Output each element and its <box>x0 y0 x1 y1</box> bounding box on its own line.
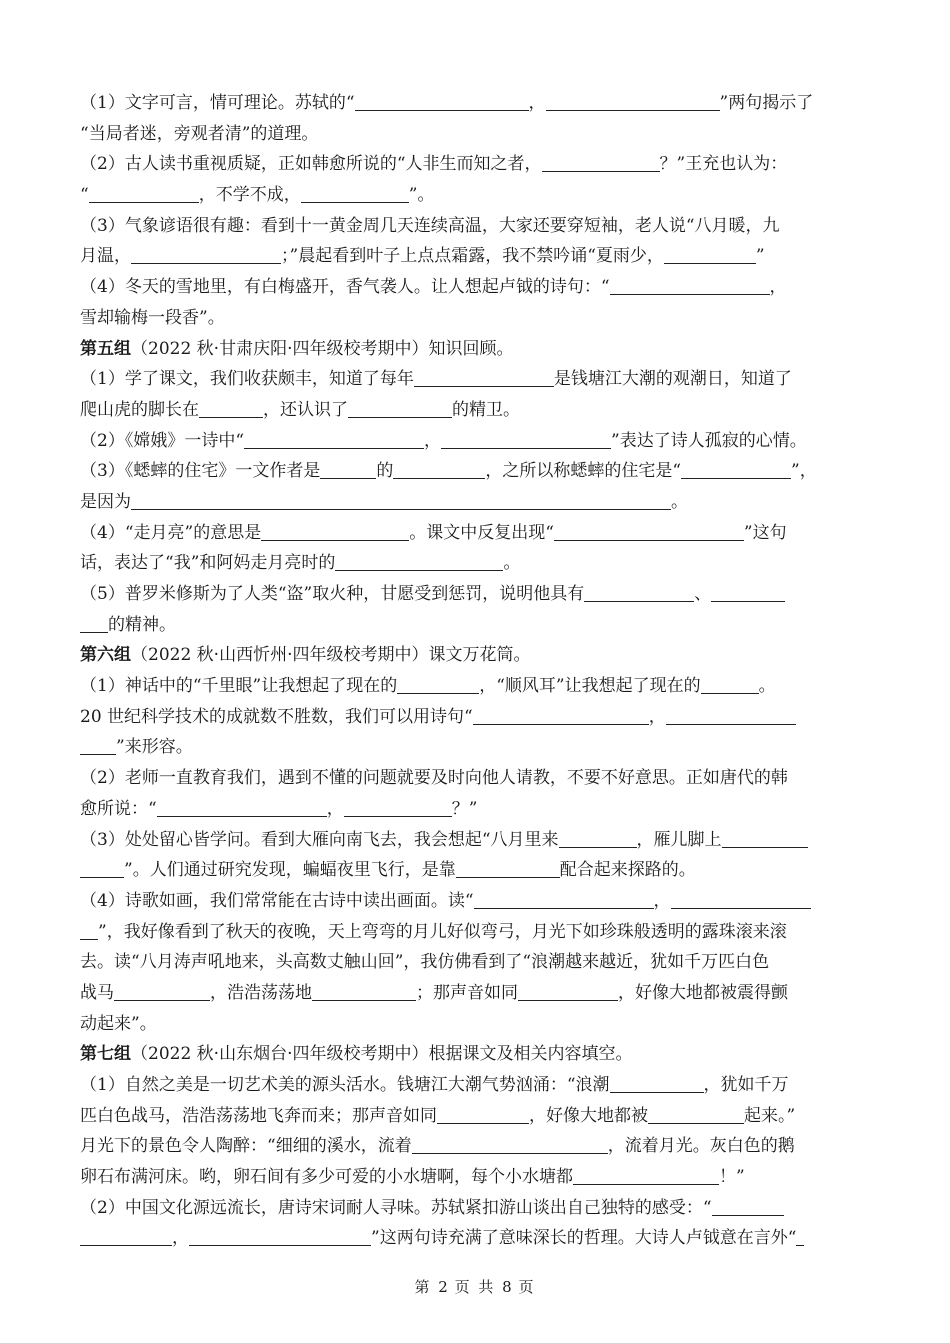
text: ；”晨起看到叶子上点点霜露，我不禁吟诵“夏雨少， <box>281 246 664 267</box>
footer-text: 页 共 <box>454 1278 496 1296</box>
g6-item-4-line-1 <box>80 886 870 917</box>
text: 、 <box>694 584 712 604</box>
text: 去。读“八月涛声吼地来，头高数丈触山回”，我仿佛看到了“浪潮越来越近，犹如千万匹白色 <box>80 952 770 973</box>
text: （1）文字可言，情可理论。苏轼的“ <box>80 93 355 113</box>
answer-blank[interactable] <box>131 243 281 264</box>
g6-item-4-line-2 <box>80 917 870 948</box>
answer-blank[interactable] <box>584 581 694 602</box>
g6-item-2-line-1 <box>80 763 870 794</box>
text: 的精卫。 <box>452 399 520 420</box>
text: “ <box>80 185 89 206</box>
text: （1）自然之美是一切艺术美的源头活水。钱塘江大潮气势汹涌：“浪潮 <box>80 1075 610 1095</box>
q4-item-4-line-2 <box>80 303 870 334</box>
g7-item-2-line-1 <box>80 1193 870 1224</box>
answer-blank[interactable] <box>722 827 808 848</box>
text: ”。人们通过研究发现，蝙蝠夜里飞行，是靠 <box>124 860 456 881</box>
answer-blank[interactable] <box>114 980 210 1001</box>
g7-item-1-line-2 <box>80 1101 870 1132</box>
answer-blank[interactable] <box>348 397 452 418</box>
answer-blank[interactable] <box>80 1225 172 1246</box>
answer-blank[interactable] <box>80 734 116 755</box>
text: ，流着月光。灰白色的鹅 <box>607 1136 795 1157</box>
text: ， <box>424 430 442 451</box>
text: “当局者迷，旁观者清”的道理。 <box>80 123 319 144</box>
q4-item-2-line-1 <box>80 149 870 180</box>
g5-item-4-line-1 <box>80 518 870 549</box>
footer-text: 第 <box>414 1278 432 1296</box>
text: 愈所说：“ <box>80 798 157 819</box>
text: ”这两句诗充满了意味深长的哲理。大诗人卢钺意在言外“ <box>371 1228 797 1249</box>
answer-blank[interactable] <box>437 1103 529 1124</box>
group-title: 第五组 <box>80 338 131 359</box>
page-number: 2 <box>438 1278 448 1296</box>
answer-blank[interactable] <box>664 243 756 264</box>
text: 。课文中反复出现“ <box>409 522 554 543</box>
text: 20 世纪科学技术的成就数不胜数，我们可以用诗句“ <box>80 706 473 727</box>
text: ”这句 <box>743 522 787 543</box>
text: 月温， <box>80 246 131 267</box>
q4-item-1-line-1 <box>80 88 870 119</box>
answer-blank[interactable] <box>244 428 424 449</box>
g5-item-4-line-2 <box>80 548 870 579</box>
answer-blank[interactable] <box>559 827 637 848</box>
text: ”。 <box>408 185 435 206</box>
text: （2）古人读书重视质疑，正如韩愈所说的“人非生而知之者， <box>80 154 542 175</box>
text: 话，表达了“我”和阿妈走月亮时的 <box>80 553 336 574</box>
answer-blank[interactable] <box>701 673 759 694</box>
text: ” <box>755 246 765 267</box>
text: ？” <box>451 798 478 819</box>
answer-blank[interactable] <box>573 1164 719 1185</box>
answer-blank[interactable] <box>542 151 660 172</box>
text: （2）老师一直教育我们，遇到不懂的问题就要及时向他人请教，不要不好意思。正如唐代的韩 <box>80 768 788 789</box>
text: ， <box>172 1228 189 1249</box>
q4-item-3-line-2 <box>80 241 870 272</box>
answer-blank[interactable] <box>261 520 409 541</box>
answer-blank[interactable] <box>671 888 811 909</box>
g6-item-4-line-5 <box>80 1009 870 1040</box>
text: ”来形容。 <box>116 737 193 758</box>
g6-item-3-line-1 <box>80 825 870 856</box>
answer-blank[interactable] <box>554 520 744 541</box>
text: 起来。” <box>744 1105 796 1126</box>
group-source: （2022 秋·甘肃庆阳·四年级校考期中）知识回顾。 <box>131 338 514 359</box>
text: ”表达了诗人孤寂的心情。 <box>611 430 807 451</box>
answer-blank[interactable] <box>199 397 263 418</box>
text: ， <box>648 706 666 727</box>
text: （1）神话中的“千里眼”让我想起了现在的 <box>80 676 398 697</box>
text: （3）处处留心皆学问。看到大雁向南飞去，我会想起“八月里来 <box>80 829 559 850</box>
text: （4）“走月亮”的意思是 <box>80 522 262 543</box>
g6-item-3-line-2 <box>80 855 870 886</box>
text: ，不学不成， <box>198 185 301 206</box>
text: ；那声音如同 <box>416 982 518 1003</box>
g6-item-4-line-4 <box>80 978 870 1009</box>
text: 动起来”。 <box>80 1013 157 1034</box>
text: （2）中国文化源远流长，唐诗宋词耐人寻味。苏轼紧扣游山谈出自己独特的感受：“ <box>80 1197 712 1218</box>
q4-item-2-line-2 <box>80 180 870 211</box>
text: ， <box>326 798 344 819</box>
text: 。 <box>758 676 776 697</box>
g6-item-1-line-1 <box>80 671 870 702</box>
text: （2）《嫦娥》一诗中“ <box>80 430 245 451</box>
text: ”， <box>791 461 817 482</box>
group-title: 第六组 <box>80 645 131 666</box>
answer-blank[interactable] <box>796 1225 804 1246</box>
text: ， <box>769 277 787 298</box>
answer-blank[interactable] <box>397 673 479 694</box>
g7-item-2-line-2 <box>80 1223 870 1254</box>
text: ，好像大地都被震得颤 <box>618 982 788 1003</box>
text: ，浩浩荡荡地 <box>210 982 312 1003</box>
g6-item-4-line-3 <box>80 947 870 978</box>
text: ”，我好像看到了秋天的夜晚，天上弯弯的月儿好似弯弓，月光下如珍珠般透明的露珠滚来滚 <box>98 921 787 942</box>
text: ， <box>528 93 546 113</box>
text: ，“顺风耳”让我想起了现在的 <box>479 676 701 697</box>
answer-blank[interactable] <box>89 182 199 203</box>
text: 爬山虎的脚长在 <box>80 399 199 420</box>
answer-blank[interactable] <box>648 1103 744 1124</box>
text: ！” <box>719 1167 745 1188</box>
worksheet-page <box>80 88 870 1254</box>
g7-item-1-line-4 <box>80 1162 870 1193</box>
text: （4）诗歌如画，我们常常能在古诗中读出画面。读“ <box>80 890 474 911</box>
answer-blank[interactable] <box>344 796 452 817</box>
text: （5）普罗米修斯为了人类“盗”取火种，甘愿受到惩罚，说明他具有 <box>80 584 585 604</box>
answer-blank[interactable] <box>312 980 416 1001</box>
text: ，之所以称蟋蟀的住宅是“ <box>485 461 682 482</box>
answer-blank[interactable] <box>474 888 654 909</box>
answer-blank[interactable] <box>189 1225 371 1246</box>
text: 的 <box>376 461 394 482</box>
answer-blank[interactable] <box>80 857 124 878</box>
page-total: 8 <box>502 1278 512 1296</box>
answer-blank[interactable] <box>518 980 618 1001</box>
answer-blank[interactable] <box>414 366 554 387</box>
answer-blank[interactable] <box>131 489 671 510</box>
group-6-header <box>80 640 870 671</box>
g6-item-2-line-2 <box>80 794 870 825</box>
answer-blank[interactable] <box>681 458 791 479</box>
g5-item-1-line-2 <box>80 395 870 426</box>
text: ， <box>653 890 671 911</box>
g5-item-1-line-1 <box>80 364 870 395</box>
answer-blank[interactable] <box>80 612 108 633</box>
group-5-header <box>80 334 870 365</box>
g6-item-1-line-2 <box>80 702 870 733</box>
g5-item-3-line-1 <box>80 456 870 487</box>
answer-blank[interactable] <box>441 428 611 449</box>
answer-blank[interactable] <box>80 919 98 940</box>
group-7-header <box>80 1039 870 1070</box>
answer-blank[interactable] <box>666 704 796 725</box>
group-source: （2022 秋·山西忻州·四年级校考期中）课文万花筒。 <box>131 645 531 666</box>
text: （3）气象谚语很有趣：看到十一黄金周几天连续高温，大家还要穿短袖，老人说“八月暖，九 <box>80 215 780 236</box>
answer-blank[interactable] <box>157 796 327 817</box>
footer-text: 页 <box>518 1278 536 1296</box>
q4-item-1-line-2 <box>80 119 870 150</box>
text: ，犹如千万 <box>703 1075 789 1095</box>
text: ，好像大地都被 <box>529 1105 648 1126</box>
q4-item-4-line-1 <box>80 272 870 303</box>
text: （1）学了课文，我们收获颇丰，知道了每年 <box>80 369 414 390</box>
text: 。 <box>671 491 688 512</box>
text: 战马 <box>80 982 114 1003</box>
group-title: 第七组 <box>80 1044 131 1065</box>
text: ？”王充也认为： <box>659 154 788 175</box>
text: 是钱塘江大潮的观潮日，知道了 <box>553 369 792 390</box>
answer-blank[interactable] <box>610 1072 704 1093</box>
answer-blank[interactable] <box>301 182 409 203</box>
g5-item-5-line-1 <box>80 579 870 610</box>
text: 是因为 <box>80 491 131 512</box>
answer-blank[interactable] <box>456 857 560 878</box>
answer-blank[interactable] <box>546 90 720 111</box>
group-source: （2022 秋·山东烟台·四年级校考期中）根据课文及相关内容填空。 <box>131 1044 633 1065</box>
text: 的精神。 <box>108 614 176 635</box>
text: 雪却输梅一段香”。 <box>80 307 225 328</box>
answer-blank[interactable] <box>711 581 785 602</box>
answer-blank[interactable] <box>335 550 503 571</box>
text: （4）冬天的雪地里，有白梅盛开，香气袭人。让人想起卢钺的诗句：“ <box>80 277 610 298</box>
g5-item-3-line-2 <box>80 487 870 518</box>
text: ，雁儿脚上 <box>636 829 722 850</box>
text: 。 <box>503 553 521 574</box>
text: 配合起来探路的。 <box>559 860 696 881</box>
g5-item-5-line-2 <box>80 610 870 641</box>
text: ”两句揭示了 <box>719 93 814 113</box>
text: ，还认识了 <box>263 399 348 420</box>
g5-item-2 <box>80 426 870 457</box>
answer-blank[interactable] <box>473 704 649 725</box>
answer-blank[interactable] <box>393 458 485 479</box>
text: 匹白色战马，浩浩荡荡地飞奔而来；那声音如同 <box>80 1105 437 1126</box>
g6-item-1-line-3 <box>80 732 870 763</box>
page-footer <box>0 1276 950 1297</box>
answer-blank[interactable] <box>712 1195 784 1216</box>
answer-blank[interactable] <box>412 1133 608 1154</box>
g7-item-1-line-1 <box>80 1070 870 1101</box>
text: 卵石布满河床。哟，卵石间有多少可爱的小水塘啊，每个小水塘都 <box>80 1167 573 1188</box>
text: （3）《蟋蟀的住宅》一文作者是 <box>80 461 321 482</box>
q4-item-3-line-1 <box>80 211 870 242</box>
answer-blank[interactable] <box>320 458 376 479</box>
answer-blank[interactable] <box>610 274 770 295</box>
answer-blank[interactable] <box>355 90 529 111</box>
text: 月光下的景色令人陶醉：“细细的溪水，流着 <box>80 1136 412 1157</box>
g7-item-1-line-3 <box>80 1131 870 1162</box>
